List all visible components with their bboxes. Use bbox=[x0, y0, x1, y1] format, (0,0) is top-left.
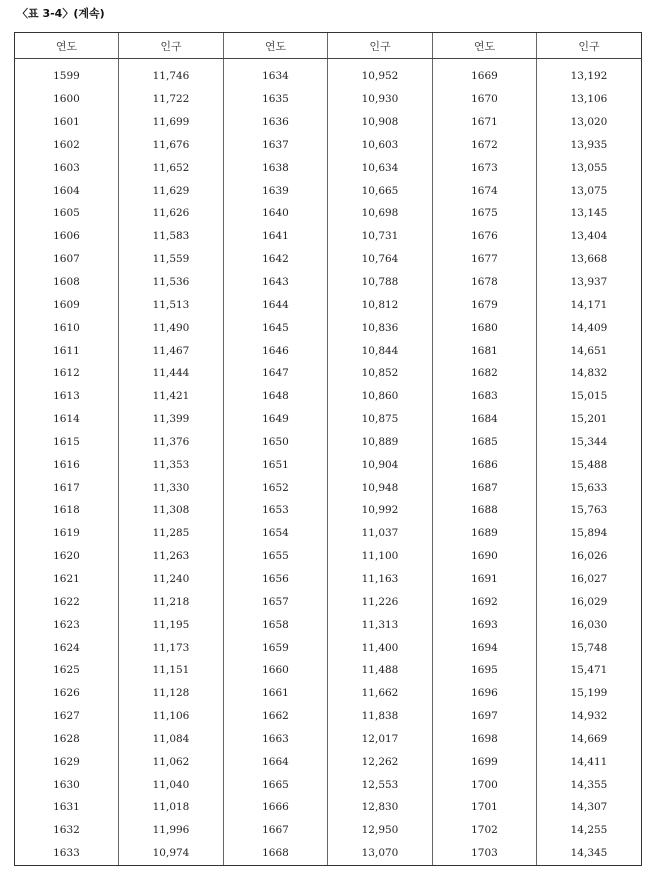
population-cell: 14,255 bbox=[537, 819, 642, 842]
table-row bbox=[15, 225, 642, 248]
population-cell: 11,662 bbox=[328, 682, 433, 705]
year-cell: 1648 bbox=[224, 385, 328, 408]
population-cell: 14,355 bbox=[537, 773, 642, 796]
table-row bbox=[15, 453, 642, 476]
population-cell: 11,583 bbox=[119, 225, 224, 248]
year-cell: 1615 bbox=[15, 431, 119, 454]
year-cell: 1603 bbox=[15, 156, 119, 179]
population-cell: 16,027 bbox=[537, 568, 642, 591]
year-cell: 1687 bbox=[433, 476, 537, 499]
population-cell: 11,421 bbox=[119, 385, 224, 408]
year-cell: 1638 bbox=[224, 156, 328, 179]
population-cell: 15,763 bbox=[537, 499, 642, 522]
population-cell: 11,173 bbox=[119, 636, 224, 659]
year-cell: 1618 bbox=[15, 499, 119, 522]
year-cell: 1611 bbox=[15, 339, 119, 362]
population-cell: 11,699 bbox=[119, 111, 224, 134]
population-cell: 11,062 bbox=[119, 750, 224, 773]
year-cell: 1631 bbox=[15, 796, 119, 819]
year-cell: 1666 bbox=[224, 796, 328, 819]
population-cell: 15,201 bbox=[537, 408, 642, 431]
table-row bbox=[15, 522, 642, 545]
table-row bbox=[15, 819, 642, 842]
population-cell: 11,084 bbox=[119, 727, 224, 750]
population-cell: 11,746 bbox=[119, 59, 224, 88]
year-cell: 1693 bbox=[433, 613, 537, 636]
population-cell: 11,163 bbox=[328, 568, 433, 591]
population-cell: 11,151 bbox=[119, 659, 224, 682]
year-cell: 1642 bbox=[224, 248, 328, 271]
year-cell: 1602 bbox=[15, 134, 119, 157]
population-cell: 14,651 bbox=[537, 339, 642, 362]
year-cell: 1703 bbox=[433, 842, 537, 865]
population-cell: 10,603 bbox=[328, 134, 433, 157]
year-cell: 1622 bbox=[15, 590, 119, 613]
population-cell: 10,952 bbox=[328, 59, 433, 88]
population-cell: 12,950 bbox=[328, 819, 433, 842]
population-cell: 10,836 bbox=[328, 316, 433, 339]
table-row bbox=[15, 362, 642, 385]
table-row bbox=[15, 842, 642, 865]
year-cell: 1600 bbox=[15, 88, 119, 111]
population-cell: 11,263 bbox=[119, 545, 224, 568]
year-cell: 1690 bbox=[433, 545, 537, 568]
table-row bbox=[15, 682, 642, 705]
table-row bbox=[15, 499, 642, 522]
year-cell: 1627 bbox=[15, 705, 119, 728]
table-row bbox=[15, 796, 642, 819]
table-row bbox=[15, 59, 642, 88]
year-cell: 1634 bbox=[224, 59, 328, 88]
population-cell: 16,026 bbox=[537, 545, 642, 568]
table-row bbox=[15, 545, 642, 568]
table-row bbox=[15, 590, 642, 613]
population-cell: 13,145 bbox=[537, 202, 642, 225]
population-cell: 11,313 bbox=[328, 613, 433, 636]
year-cell: 1699 bbox=[433, 750, 537, 773]
year-cell: 1675 bbox=[433, 202, 537, 225]
population-cell: 14,171 bbox=[537, 293, 642, 316]
year-cell: 1640 bbox=[224, 202, 328, 225]
year-cell: 1657 bbox=[224, 590, 328, 613]
year-cell: 1606 bbox=[15, 225, 119, 248]
year-cell: 1683 bbox=[433, 385, 537, 408]
population-cell: 10,788 bbox=[328, 271, 433, 294]
table-row bbox=[15, 613, 642, 636]
year-cell: 1609 bbox=[15, 293, 119, 316]
population-cell: 11,676 bbox=[119, 134, 224, 157]
population-cell: 11,353 bbox=[119, 453, 224, 476]
population-cell: 11,838 bbox=[328, 705, 433, 728]
year-cell: 1692 bbox=[433, 590, 537, 613]
table-row bbox=[15, 705, 642, 728]
year-cell: 1650 bbox=[224, 431, 328, 454]
population-cell: 13,935 bbox=[537, 134, 642, 157]
population-cell: 13,668 bbox=[537, 248, 642, 271]
population-cell: 13,106 bbox=[537, 88, 642, 111]
population-cell: 15,015 bbox=[537, 385, 642, 408]
year-cell: 1624 bbox=[15, 636, 119, 659]
population-cell: 11,285 bbox=[119, 522, 224, 545]
header-population: 인구 bbox=[537, 33, 642, 59]
population-cell: 11,996 bbox=[119, 819, 224, 842]
year-cell: 1686 bbox=[433, 453, 537, 476]
population-cell: 14,409 bbox=[537, 316, 642, 339]
header-population: 인구 bbox=[328, 33, 433, 59]
population-cell: 10,634 bbox=[328, 156, 433, 179]
population-cell: 13,020 bbox=[537, 111, 642, 134]
table-caption: 〈표 3-4〉(계속) bbox=[17, 7, 105, 20]
population-cell: 11,128 bbox=[119, 682, 224, 705]
population-cell: 10,812 bbox=[328, 293, 433, 316]
year-cell: 1674 bbox=[433, 179, 537, 202]
population-cell: 15,894 bbox=[537, 522, 642, 545]
year-cell: 1625 bbox=[15, 659, 119, 682]
year-cell: 1682 bbox=[433, 362, 537, 385]
year-cell: 1664 bbox=[224, 750, 328, 773]
population-cell: 10,974 bbox=[119, 842, 224, 865]
population-cell: 10,948 bbox=[328, 476, 433, 499]
year-cell: 1665 bbox=[224, 773, 328, 796]
population-cell: 11,218 bbox=[119, 590, 224, 613]
population-cell: 15,633 bbox=[537, 476, 642, 499]
population-cell: 11,467 bbox=[119, 339, 224, 362]
population-cell: 14,307 bbox=[537, 796, 642, 819]
table-row bbox=[15, 568, 642, 591]
year-cell: 1668 bbox=[224, 842, 328, 865]
population-cell: 14,669 bbox=[537, 727, 642, 750]
population-cell: 10,860 bbox=[328, 385, 433, 408]
year-cell: 1698 bbox=[433, 727, 537, 750]
population-cell: 15,199 bbox=[537, 682, 642, 705]
year-cell: 1676 bbox=[433, 225, 537, 248]
year-cell: 1696 bbox=[433, 682, 537, 705]
population-cell: 15,471 bbox=[537, 659, 642, 682]
table-row bbox=[15, 111, 642, 134]
year-cell: 1672 bbox=[433, 134, 537, 157]
year-cell: 1619 bbox=[15, 522, 119, 545]
population-cell: 16,029 bbox=[537, 590, 642, 613]
population-table bbox=[14, 32, 642, 866]
table-row bbox=[15, 156, 642, 179]
year-cell: 1652 bbox=[224, 476, 328, 499]
year-cell: 1688 bbox=[433, 499, 537, 522]
year-cell: 1621 bbox=[15, 568, 119, 591]
population-cell: 14,345 bbox=[537, 842, 642, 865]
population-cell: 10,665 bbox=[328, 179, 433, 202]
year-cell: 1656 bbox=[224, 568, 328, 591]
year-cell: 1685 bbox=[433, 431, 537, 454]
population-cell: 11,652 bbox=[119, 156, 224, 179]
year-cell: 1649 bbox=[224, 408, 328, 431]
population-cell: 12,262 bbox=[328, 750, 433, 773]
header-year: 연도 bbox=[224, 33, 328, 59]
header-row bbox=[15, 33, 642, 59]
year-cell: 1605 bbox=[15, 202, 119, 225]
population-cell: 10,852 bbox=[328, 362, 433, 385]
population-cell: 11,559 bbox=[119, 248, 224, 271]
year-cell: 1701 bbox=[433, 796, 537, 819]
population-cell: 11,488 bbox=[328, 659, 433, 682]
population-cell: 11,308 bbox=[119, 499, 224, 522]
population-cell: 10,992 bbox=[328, 499, 433, 522]
population-cell: 14,411 bbox=[537, 750, 642, 773]
year-cell: 1661 bbox=[224, 682, 328, 705]
year-cell: 1691 bbox=[433, 568, 537, 591]
population-cell: 10,908 bbox=[328, 111, 433, 134]
population-cell: 11,513 bbox=[119, 293, 224, 316]
population-cell: 11,226 bbox=[328, 590, 433, 613]
year-cell: 1601 bbox=[15, 111, 119, 134]
year-cell: 1670 bbox=[433, 88, 537, 111]
header-population: 인구 bbox=[119, 33, 224, 59]
year-cell: 1684 bbox=[433, 408, 537, 431]
population-cell: 13,937 bbox=[537, 271, 642, 294]
population-cell: 11,037 bbox=[328, 522, 433, 545]
population-cell: 15,344 bbox=[537, 431, 642, 454]
population-cell: 11,376 bbox=[119, 431, 224, 454]
year-cell: 1677 bbox=[433, 248, 537, 271]
population-cell: 11,490 bbox=[119, 316, 224, 339]
year-cell: 1658 bbox=[224, 613, 328, 636]
year-cell: 1678 bbox=[433, 271, 537, 294]
population-cell: 10,844 bbox=[328, 339, 433, 362]
table-row bbox=[15, 88, 642, 111]
table-row bbox=[15, 431, 642, 454]
header-year: 연도 bbox=[433, 33, 537, 59]
year-cell: 1647 bbox=[224, 362, 328, 385]
population-cell: 14,832 bbox=[537, 362, 642, 385]
table-row bbox=[15, 385, 642, 408]
year-cell: 1641 bbox=[224, 225, 328, 248]
table-body bbox=[15, 59, 642, 866]
year-cell: 1659 bbox=[224, 636, 328, 659]
table-row bbox=[15, 339, 642, 362]
population-cell: 11,629 bbox=[119, 179, 224, 202]
year-cell: 1679 bbox=[433, 293, 537, 316]
population-cell: 11,040 bbox=[119, 773, 224, 796]
population-cell: 13,192 bbox=[537, 59, 642, 88]
population-cell: 11,018 bbox=[119, 796, 224, 819]
year-cell: 1662 bbox=[224, 705, 328, 728]
population-cell: 10,731 bbox=[328, 225, 433, 248]
year-cell: 1702 bbox=[433, 819, 537, 842]
table-row bbox=[15, 727, 642, 750]
population-cell: 14,932 bbox=[537, 705, 642, 728]
year-cell: 1653 bbox=[224, 499, 328, 522]
table-row bbox=[15, 248, 642, 271]
year-cell: 1651 bbox=[224, 453, 328, 476]
year-cell: 1628 bbox=[15, 727, 119, 750]
table-row bbox=[15, 293, 642, 316]
population-cell: 10,764 bbox=[328, 248, 433, 271]
population-cell: 11,536 bbox=[119, 271, 224, 294]
year-cell: 1604 bbox=[15, 179, 119, 202]
year-cell: 1671 bbox=[433, 111, 537, 134]
population-cell: 11,399 bbox=[119, 408, 224, 431]
population-cell: 11,106 bbox=[119, 705, 224, 728]
year-cell: 1697 bbox=[433, 705, 537, 728]
table-row bbox=[15, 271, 642, 294]
population-cell: 13,070 bbox=[328, 842, 433, 865]
year-cell: 1681 bbox=[433, 339, 537, 362]
population-cell: 11,195 bbox=[119, 613, 224, 636]
year-cell: 1623 bbox=[15, 613, 119, 636]
year-cell: 1632 bbox=[15, 819, 119, 842]
year-cell: 1645 bbox=[224, 316, 328, 339]
year-cell: 1639 bbox=[224, 179, 328, 202]
population-cell: 12,017 bbox=[328, 727, 433, 750]
table-row bbox=[15, 750, 642, 773]
year-cell: 1636 bbox=[224, 111, 328, 134]
population-cell: 10,698 bbox=[328, 202, 433, 225]
population-cell: 10,904 bbox=[328, 453, 433, 476]
year-cell: 1630 bbox=[15, 773, 119, 796]
year-cell: 1646 bbox=[224, 339, 328, 362]
population-cell: 12,830 bbox=[328, 796, 433, 819]
population-cell: 12,553 bbox=[328, 773, 433, 796]
table-row bbox=[15, 316, 642, 339]
population-cell: 11,444 bbox=[119, 362, 224, 385]
table-row bbox=[15, 476, 642, 499]
population-cell: 10,930 bbox=[328, 88, 433, 111]
year-cell: 1612 bbox=[15, 362, 119, 385]
year-cell: 1667 bbox=[224, 819, 328, 842]
population-cell: 13,404 bbox=[537, 225, 642, 248]
year-cell: 1616 bbox=[15, 453, 119, 476]
population-cell: 11,330 bbox=[119, 476, 224, 499]
year-cell: 1635 bbox=[224, 88, 328, 111]
population-cell: 10,875 bbox=[328, 408, 433, 431]
year-cell: 1614 bbox=[15, 408, 119, 431]
population-cell: 11,240 bbox=[119, 568, 224, 591]
year-cell: 1680 bbox=[433, 316, 537, 339]
year-cell: 1700 bbox=[433, 773, 537, 796]
table-row bbox=[15, 134, 642, 157]
year-cell: 1626 bbox=[15, 682, 119, 705]
year-cell: 1669 bbox=[433, 59, 537, 88]
population-cell: 11,400 bbox=[328, 636, 433, 659]
year-cell: 1629 bbox=[15, 750, 119, 773]
population-cell: 11,100 bbox=[328, 545, 433, 568]
year-cell: 1607 bbox=[15, 248, 119, 271]
year-cell: 1633 bbox=[15, 842, 119, 865]
year-cell: 1613 bbox=[15, 385, 119, 408]
year-cell: 1663 bbox=[224, 727, 328, 750]
year-cell: 1599 bbox=[15, 59, 119, 88]
year-cell: 1608 bbox=[15, 271, 119, 294]
year-cell: 1644 bbox=[224, 293, 328, 316]
table-row bbox=[15, 636, 642, 659]
population-cell: 11,722 bbox=[119, 88, 224, 111]
table-row bbox=[15, 773, 642, 796]
population-cell: 16,030 bbox=[537, 613, 642, 636]
year-cell: 1694 bbox=[433, 636, 537, 659]
header-year: 연도 bbox=[15, 33, 119, 59]
population-cell: 15,488 bbox=[537, 453, 642, 476]
year-cell: 1643 bbox=[224, 271, 328, 294]
table-row bbox=[15, 202, 642, 225]
table-row bbox=[15, 408, 642, 431]
year-cell: 1655 bbox=[224, 545, 328, 568]
population-cell: 10,889 bbox=[328, 431, 433, 454]
population-cell: 13,055 bbox=[537, 156, 642, 179]
year-cell: 1617 bbox=[15, 476, 119, 499]
year-cell: 1695 bbox=[433, 659, 537, 682]
population-cell: 15,748 bbox=[537, 636, 642, 659]
year-cell: 1673 bbox=[433, 156, 537, 179]
table-row bbox=[15, 179, 642, 202]
year-cell: 1654 bbox=[224, 522, 328, 545]
year-cell: 1689 bbox=[433, 522, 537, 545]
year-cell: 1620 bbox=[15, 545, 119, 568]
table-row bbox=[15, 659, 642, 682]
year-cell: 1660 bbox=[224, 659, 328, 682]
year-cell: 1610 bbox=[15, 316, 119, 339]
year-cell: 1637 bbox=[224, 134, 328, 157]
population-cell: 11,626 bbox=[119, 202, 224, 225]
population-cell: 13,075 bbox=[537, 179, 642, 202]
